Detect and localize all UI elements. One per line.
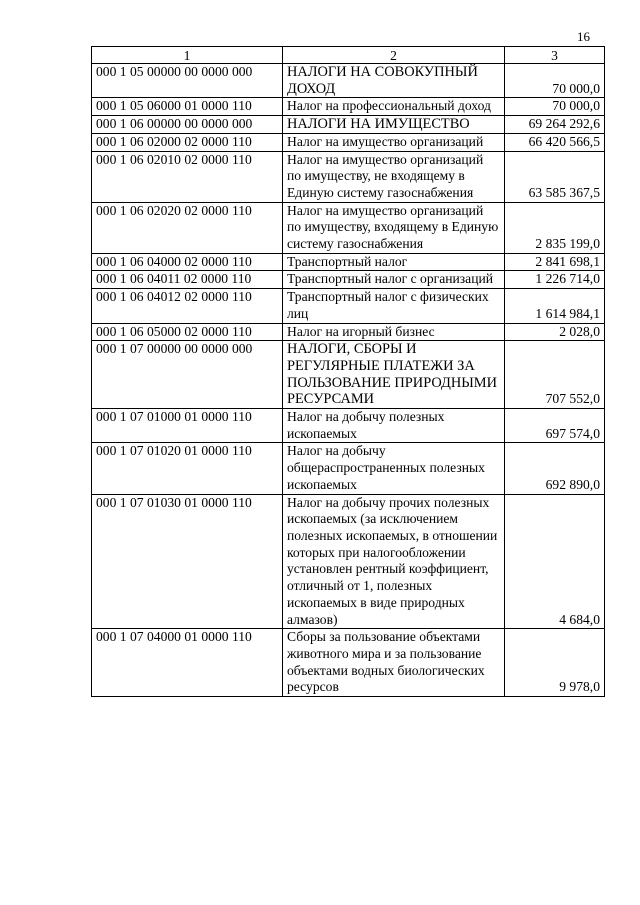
- table-row: [92, 443, 605, 494]
- row-code-cell: 000 1 06 04011 02 0000 110: [92, 271, 283, 289]
- row-code-cell: 000 1 06 04012 02 0000 110: [92, 289, 283, 323]
- table-row: [92, 629, 605, 697]
- row-name-cell: Налог на добычу полезных ископаемых: [283, 409, 505, 443]
- row-code-cell: 000 1 06 02020 02 0000 110: [92, 202, 283, 253]
- row-name-cell: Налог на имущество организаций: [283, 133, 505, 151]
- table-row: [92, 341, 605, 409]
- row-name-cell: Налог на игорный бизнес: [283, 323, 505, 341]
- row-amount-cell: 2 028,0: [505, 323, 605, 341]
- row-amount-cell: 697 574,0: [505, 409, 605, 443]
- table-row: [92, 289, 605, 323]
- table-row: [92, 98, 605, 116]
- row-code-cell: 000 1 07 01030 01 0000 110: [92, 494, 283, 629]
- row-amount-cell: 4 684,0: [505, 494, 605, 629]
- row-amount-cell: 69 264 292,6: [505, 116, 605, 134]
- column-header-name: 2: [283, 47, 505, 64]
- table-row: [92, 494, 605, 629]
- page-number: 16: [577, 29, 590, 44]
- table-row: [92, 151, 605, 202]
- budget-revenue-table: [91, 46, 605, 697]
- row-code-cell: 000 1 06 02010 02 0000 110: [92, 151, 283, 202]
- row-name-cell: Налог на профессиональный доход: [283, 98, 505, 116]
- row-name-cell: Транспортный налог с физических лиц: [283, 289, 505, 323]
- row-name-cell: Налог на имущество организаций по имуществу, не входящему в Единую систему газоснабжения: [283, 151, 505, 202]
- row-name-cell: Сборы за пользование объектами животного мира и за пользование объектами водных биологических ресурсов: [283, 629, 505, 697]
- table-row: [92, 64, 605, 98]
- row-amount-cell: 9 978,0: [505, 629, 605, 697]
- row-amount-cell: 63 585 367,5: [505, 151, 605, 202]
- table-row: [92, 202, 605, 253]
- row-name-cell: Транспортный налог с организаций: [283, 271, 505, 289]
- row-code-cell: 000 1 07 04000 01 0000 110: [92, 629, 283, 697]
- row-name-cell: НАЛОГИ, СБОРЫ И РЕГУЛЯРНЫЕ ПЛАТЕЖИ ЗА ПОЛЬЗОВАНИЕ ПРИРОДНЫМИ РЕСУРСАМИ: [283, 341, 505, 409]
- row-code-cell: 000 1 06 04000 02 0000 110: [92, 253, 283, 271]
- row-amount-cell: 707 552,0: [505, 341, 605, 409]
- table-row: [92, 271, 605, 289]
- table-row: [92, 253, 605, 271]
- row-name-cell: Налог на добычу прочих полезных ископаемых (за исключением полезных ископаемых, в отношении которых при налогообложении установлен рентный коэффициент, отличный от 1, полезных ископаемых в виде природных алмазов): [283, 494, 505, 629]
- row-amount-cell: 2 835 199,0: [505, 202, 605, 253]
- row-code-cell: 000 1 07 01000 01 0000 110: [92, 409, 283, 443]
- row-name-cell: Налог на добычу общераспространенных полезных ископаемых: [283, 443, 505, 494]
- column-header-code: 1: [92, 47, 283, 64]
- row-name-cell: Транспортный налог: [283, 253, 505, 271]
- row-amount-cell: 70 000,0: [505, 98, 605, 116]
- table-row: [92, 116, 605, 134]
- row-code-cell: 000 1 05 00000 00 0000 000: [92, 64, 283, 98]
- row-amount-cell: 66 420 566,5: [505, 133, 605, 151]
- row-name-cell: НАЛОГИ НА ИМУЩЕСТВО: [283, 116, 505, 134]
- row-amount-cell: 1 614 984,1: [505, 289, 605, 323]
- row-code-cell: 000 1 05 06000 01 0000 110: [92, 98, 283, 116]
- table-row: [92, 133, 605, 151]
- row-code-cell: 000 1 07 00000 00 0000 000: [92, 341, 283, 409]
- row-code-cell: 000 1 06 00000 00 0000 000: [92, 116, 283, 134]
- row-amount-cell: 1 226 714,0: [505, 271, 605, 289]
- row-code-cell: 000 1 07 01020 01 0000 110: [92, 443, 283, 494]
- row-name-cell: НАЛОГИ НА СОВОКУПНЫЙ ДОХОД: [283, 64, 505, 98]
- row-amount-cell: 692 890,0: [505, 443, 605, 494]
- row-code-cell: 000 1 06 05000 02 0000 110: [92, 323, 283, 341]
- column-header-amount: 3: [505, 47, 605, 64]
- row-amount-cell: 70 000,0: [505, 64, 605, 98]
- table-row: [92, 409, 605, 443]
- table-body: [92, 47, 605, 697]
- table-row: [92, 323, 605, 341]
- table-header-row: [92, 47, 605, 64]
- row-amount-cell: 2 841 698,1: [505, 253, 605, 271]
- row-code-cell: 000 1 06 02000 02 0000 110: [92, 133, 283, 151]
- row-name-cell: Налог на имущество организаций по имуществу, входящему в Единую систему газоснабжения: [283, 202, 505, 253]
